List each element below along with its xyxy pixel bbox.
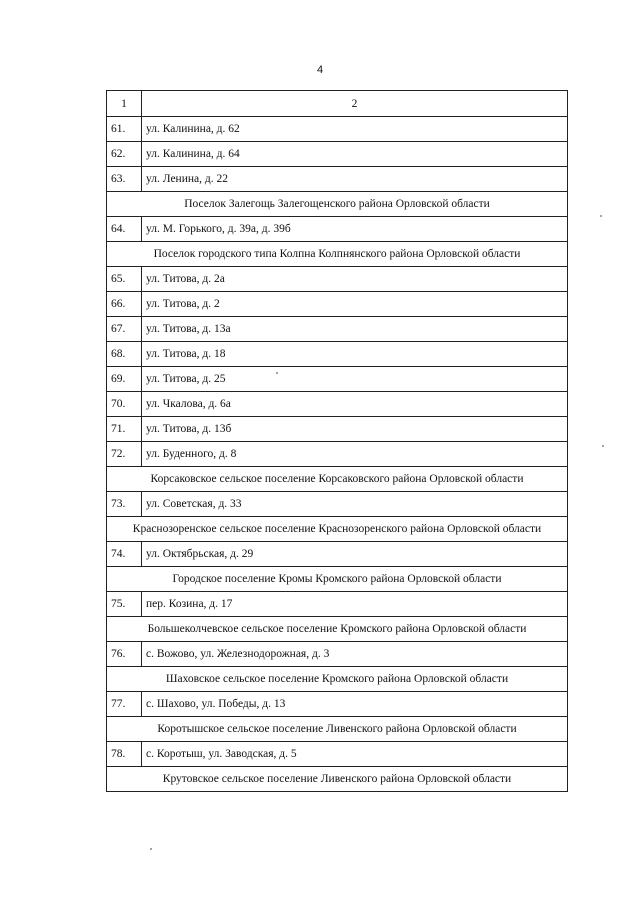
row-number: 64. — [107, 217, 142, 242]
address-cell: ул. Ленина, д. 22 — [142, 167, 568, 192]
row-number: 62. — [107, 142, 142, 167]
address-cell: с. Шахово, ул. Победы, д. 13 — [142, 692, 568, 717]
row-number: 78. — [107, 742, 142, 767]
address-cell: пер. Козина, д. 17 — [142, 592, 568, 617]
table-row — [107, 217, 568, 242]
address-cell: с. Вожово, ул. Железнодорожная, д. 3 — [142, 642, 568, 667]
section-title: Городское поселение Кромы Кромского района Орловской области — [107, 567, 568, 592]
row-number: 70. — [107, 392, 142, 417]
address-cell: с. Коротыш, ул. Заводская, д. 5 — [142, 742, 568, 767]
section-row — [107, 517, 568, 542]
section-row — [107, 717, 568, 742]
section-row — [107, 767, 568, 792]
header-col-2: 2 — [142, 91, 568, 117]
address-cell: ул. Буденного, д. 8 — [142, 442, 568, 467]
address-cell: ул. Советская, д. 33 — [142, 492, 568, 517]
address-cell: ул. Титова, д. 13а — [142, 317, 568, 342]
address-cell: ул. Титова, д. 18 — [142, 342, 568, 367]
scan-speck — [150, 848, 152, 850]
table-row — [107, 742, 568, 767]
row-number: 66. — [107, 292, 142, 317]
row-number: 74. — [107, 542, 142, 567]
address-cell: ул. Титова, д. 2 — [142, 292, 568, 317]
row-number: 68. — [107, 342, 142, 367]
address-cell: ул. Титова, д. 25 — [142, 367, 568, 392]
table-row — [107, 167, 568, 192]
row-number: 73. — [107, 492, 142, 517]
scan-speck — [276, 372, 278, 374]
table-header-row — [107, 91, 568, 117]
address-cell: ул. Октябрьская, д. 29 — [142, 542, 568, 567]
table-row — [107, 292, 568, 317]
table-row — [107, 642, 568, 667]
address-table — [106, 90, 568, 792]
row-number: 76. — [107, 642, 142, 667]
scan-speck — [600, 215, 602, 217]
header-col-1: 1 — [107, 91, 142, 117]
table-row — [107, 142, 568, 167]
table-row — [107, 367, 568, 392]
row-number: 77. — [107, 692, 142, 717]
row-number: 75. — [107, 592, 142, 617]
section-title: Большеколчевское сельское поселение Кромского района Орловской области — [107, 617, 568, 642]
row-number: 69. — [107, 367, 142, 392]
table-row — [107, 592, 568, 617]
address-cell: ул. М. Горького, д. 39а, д. 39б — [142, 217, 568, 242]
section-title: Поселок Залегощь Залегощенского района Орловской области — [107, 192, 568, 217]
section-row — [107, 242, 568, 267]
table-row — [107, 692, 568, 717]
section-title: Крутовское сельское поселение Ливенского района Орловской области — [107, 767, 568, 792]
section-row — [107, 617, 568, 642]
section-title: Краснозоренское сельское поселение Краснозоренского района Орловской области — [107, 517, 568, 542]
section-row — [107, 467, 568, 492]
address-cell: ул. Чкалова, д. 6а — [142, 392, 568, 417]
table-row — [107, 417, 568, 442]
section-title: Коротышское сельское поселение Ливенского района Орловской области — [107, 717, 568, 742]
row-number: 65. — [107, 267, 142, 292]
row-number: 63. — [107, 167, 142, 192]
table-row — [107, 392, 568, 417]
section-row — [107, 192, 568, 217]
table-row — [107, 442, 568, 467]
row-number: 61. — [107, 117, 142, 142]
section-row — [107, 667, 568, 692]
table-row — [107, 342, 568, 367]
table-row — [107, 267, 568, 292]
table-row — [107, 492, 568, 517]
page-number: 4 — [316, 64, 324, 76]
row-number: 71. — [107, 417, 142, 442]
section-title: Поселок городского типа Колпна Колпнянского района Орловской области — [107, 242, 568, 267]
address-cell: ул. Титова, д. 13б — [142, 417, 568, 442]
section-title: Корсаковское сельское поселение Корсаковского района Орловской области — [107, 467, 568, 492]
address-cell: ул. Калинина, д. 64 — [142, 142, 568, 167]
address-cell: ул. Титова, д. 2а — [142, 267, 568, 292]
address-cell: ул. Калинина, д. 62 — [142, 117, 568, 142]
table-row — [107, 117, 568, 142]
address-table-body — [107, 91, 568, 792]
table-row — [107, 542, 568, 567]
row-number: 67. — [107, 317, 142, 342]
scan-speck — [602, 445, 604, 447]
row-number: 72. — [107, 442, 142, 467]
section-title: Шаховское сельское поселение Кромского района Орловской области — [107, 667, 568, 692]
table-row — [107, 317, 568, 342]
section-row — [107, 567, 568, 592]
